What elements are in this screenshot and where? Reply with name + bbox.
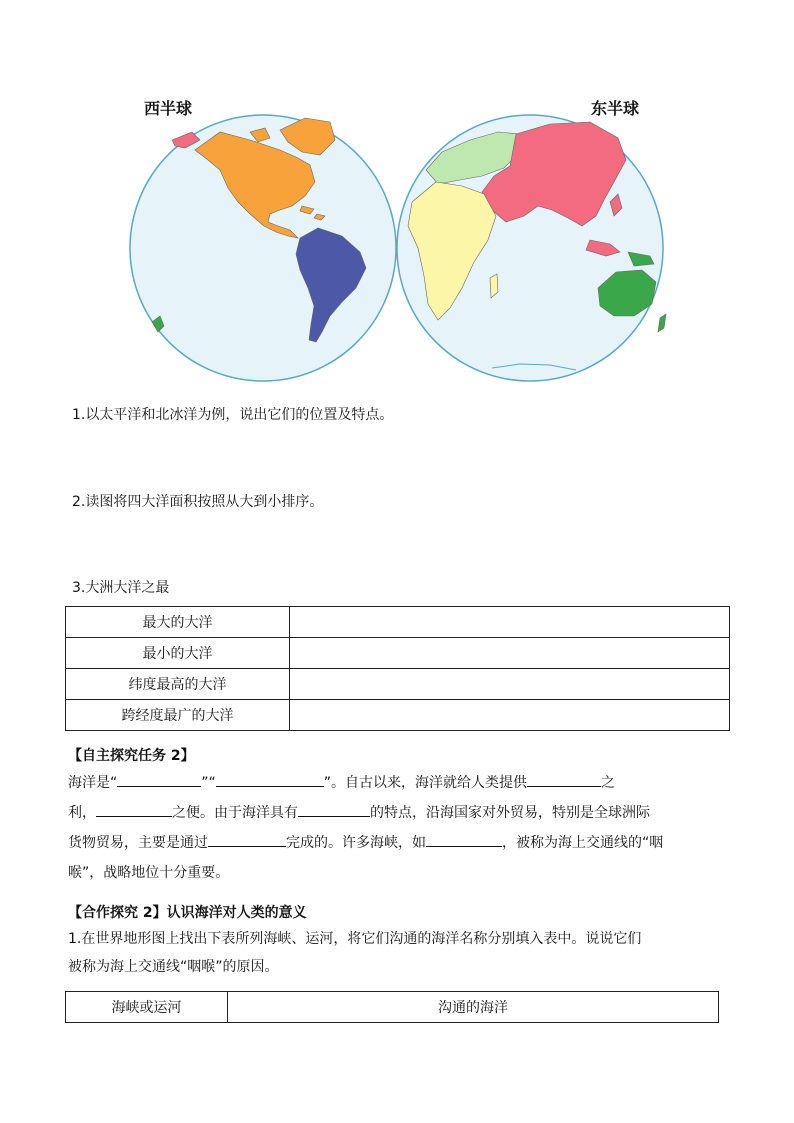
strait-canal-table xyxy=(65,991,719,1023)
blank-field[interactable] xyxy=(117,772,201,787)
task2-title: 【自主探究任务 2】 xyxy=(68,748,195,764)
eastern-hemisphere xyxy=(397,115,666,381)
table-row xyxy=(66,669,730,700)
superlatives-table xyxy=(65,606,730,731)
hemispheres-map xyxy=(120,110,670,385)
eastern-hemisphere-label: 东半球 xyxy=(591,99,640,118)
blank-field[interactable] xyxy=(527,772,601,787)
question-2: 2.读图将四大洋面积按照从大到小排序。 xyxy=(72,494,324,510)
blank-field[interactable] xyxy=(426,832,502,847)
table-row xyxy=(66,638,730,669)
blank-field[interactable] xyxy=(298,802,370,817)
answer-cell[interactable] xyxy=(290,607,730,638)
blank-field[interactable] xyxy=(96,802,172,817)
blank-field[interactable] xyxy=(208,832,286,847)
row-label: 跨经度最广的大洋 xyxy=(66,700,290,731)
column-header: 海峡或运河 xyxy=(66,992,228,1023)
paragraph-line: 海洋是“ ”“ ”。自古以来，海洋就给人类提供 之 xyxy=(68,768,730,798)
row-label: 最小的大洋 xyxy=(66,638,290,669)
table-header-row xyxy=(66,992,719,1023)
western-hemisphere-label: 西半球 xyxy=(144,99,193,118)
paragraph-line: 被称为海上交通线“咽喉”的原因。 xyxy=(68,959,279,975)
table-row xyxy=(66,607,730,638)
new-zealand xyxy=(658,314,666,332)
paragraph-line: 喉”，战略地位十分重要。 xyxy=(68,865,230,881)
table-row xyxy=(66,700,730,731)
row-label: 最大的大洋 xyxy=(66,607,290,638)
coop2-paragraph xyxy=(68,925,730,981)
answer-cell[interactable] xyxy=(290,669,730,700)
paragraph-line: 1.在世界地形图上找出下表所列海峡、运河，将它们沟通的海洋名称分别填入表中。说说它们 xyxy=(68,931,642,947)
row-label: 纬度最高的大洋 xyxy=(66,669,290,700)
paragraph-line: 货物贸易，主要是通过 完成的。许多海峡，如 ，被称为海上交通线的“咽 xyxy=(68,828,730,858)
column-header: 沟通的海洋 xyxy=(228,992,719,1023)
task2-paragraph xyxy=(68,768,730,888)
question-1: 1.以太平洋和北冰洋为例，说出它们的位置及特点。 xyxy=(72,407,394,423)
blank-field[interactable] xyxy=(216,772,324,787)
coop2-title: 【合作探究 2】认识海洋对人类的意义 xyxy=(68,905,307,921)
paragraph-line: 利， 之便。由于海洋具有 的特点，沿海国家对外贸易，特别是全球洲际 xyxy=(68,798,730,828)
answer-cell[interactable] xyxy=(290,638,730,669)
western-hemisphere xyxy=(130,115,396,381)
answer-cell[interactable] xyxy=(290,700,730,731)
question-3: 3.大洲大洋之最 xyxy=(72,580,170,596)
